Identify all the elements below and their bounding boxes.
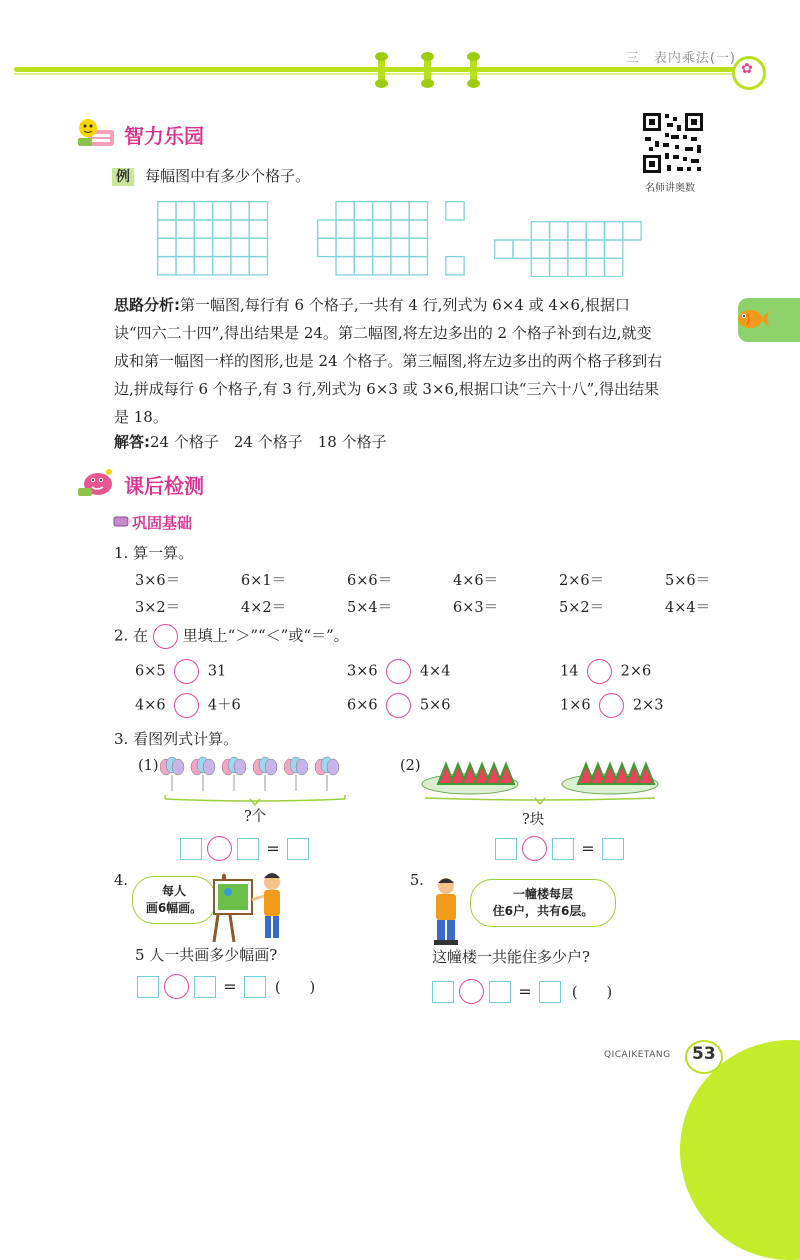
grid-cell bbox=[354, 220, 372, 238]
grid-cell bbox=[318, 238, 336, 256]
grid-cell bbox=[605, 258, 623, 276]
grid-cell bbox=[531, 258, 549, 276]
homework-mascot-icon bbox=[76, 466, 116, 498]
grid-cell bbox=[605, 222, 623, 240]
grid-cell bbox=[213, 220, 231, 238]
section-title-kehou: 课后检测 bbox=[124, 474, 204, 498]
q3-label: 3. 看图列式计算。 bbox=[114, 730, 239, 748]
answer-box[interactable] bbox=[244, 976, 266, 998]
grid-cell bbox=[249, 220, 267, 238]
grid-cell bbox=[354, 257, 372, 275]
answer-box[interactable] bbox=[495, 838, 517, 860]
compare-item: 6×5 31 bbox=[135, 659, 226, 684]
answer-box[interactable] bbox=[237, 838, 259, 860]
grid-cell bbox=[194, 202, 212, 220]
grid-cell bbox=[231, 220, 249, 238]
grid-cell bbox=[446, 257, 464, 275]
grid-cell bbox=[373, 238, 391, 256]
grid-cell bbox=[373, 220, 391, 238]
grid-cell bbox=[409, 202, 427, 220]
watermelon-slice-icon bbox=[498, 764, 514, 784]
operator-circle[interactable] bbox=[164, 974, 189, 999]
answer-box[interactable] bbox=[552, 838, 574, 860]
compare-circle-input[interactable] bbox=[174, 659, 199, 684]
grid-cell bbox=[550, 240, 568, 258]
equals-sign: = bbox=[223, 977, 237, 996]
grid-cell bbox=[336, 220, 354, 238]
example-tag: 例 bbox=[112, 168, 134, 186]
answer-box[interactable] bbox=[489, 981, 511, 1003]
grid-cell bbox=[391, 238, 409, 256]
grid-cell bbox=[623, 222, 641, 240]
answer-box[interactable] bbox=[137, 976, 159, 998]
puzzle-mascot-icon bbox=[76, 116, 116, 148]
grid-cell bbox=[409, 257, 427, 275]
compare-circle-input[interactable] bbox=[386, 659, 411, 684]
qr-caption: 名师讲奥数 bbox=[645, 183, 695, 194]
compare-circle-input[interactable] bbox=[174, 693, 199, 718]
grid-cell bbox=[176, 202, 194, 220]
watermelon-plates-icon bbox=[420, 752, 660, 808]
grid-cell bbox=[194, 257, 212, 275]
grid-cell bbox=[318, 220, 336, 238]
answer-box[interactable] bbox=[602, 838, 624, 860]
analysis-line-1: 思路分析:第一幅图,每行有 6 个格子,一共有 4 行,列式为 6×4 或 4×6,根据口 bbox=[114, 296, 630, 314]
calc-item: 5×4＝ bbox=[347, 600, 393, 616]
balloon-icon bbox=[296, 759, 308, 775]
grid-cell bbox=[550, 258, 568, 276]
grid-cell bbox=[231, 238, 249, 256]
mascot-ring-icon: ✿ bbox=[732, 56, 766, 90]
grid-cell bbox=[568, 222, 586, 240]
calc-item: 6×6＝ bbox=[347, 573, 393, 589]
q2-label: 2. 在 里填上“＞”“＜”或“＝”。 bbox=[114, 624, 349, 649]
grid-cell bbox=[586, 240, 604, 258]
grid-cell bbox=[158, 220, 176, 238]
grid-cell bbox=[249, 238, 267, 256]
balloon-icon bbox=[172, 759, 184, 775]
q3-part2-num: (2) bbox=[400, 758, 421, 774]
grid-cell bbox=[391, 220, 409, 238]
calc-item: 3×2＝ bbox=[135, 600, 181, 616]
painter-icon bbox=[210, 868, 290, 944]
balloon-icon bbox=[234, 759, 246, 775]
analysis-block bbox=[114, 291, 734, 319]
balloon-icon bbox=[265, 759, 277, 775]
analysis-line-4: 边,拼成每行 6 个格子,有 3 行,列式为 6×3 或 3×6,根据口诀“三六十八”,得出结果 bbox=[114, 380, 659, 398]
grid-cell bbox=[231, 257, 249, 275]
example-text: 每幅图中有多少个格子。 bbox=[145, 167, 311, 185]
qr-code-icon[interactable] bbox=[641, 111, 705, 175]
answer-box[interactable] bbox=[194, 976, 216, 998]
grid-cell bbox=[391, 202, 409, 220]
compare-circle-input[interactable] bbox=[599, 693, 624, 718]
answer-label: 解答: bbox=[114, 433, 150, 451]
q3-part2-equation bbox=[495, 836, 624, 861]
grid-cell bbox=[354, 202, 372, 220]
balloon-icon bbox=[203, 759, 215, 775]
grid-cell bbox=[336, 202, 354, 220]
q4-equation bbox=[137, 974, 315, 999]
grid-cell bbox=[568, 240, 586, 258]
grid-cell bbox=[231, 202, 249, 220]
unit-blank[interactable]: ( ) bbox=[571, 985, 613, 1001]
grid-cell bbox=[446, 202, 464, 220]
analysis-label: 思路分析: bbox=[114, 296, 180, 314]
grid-cell bbox=[176, 238, 194, 256]
answer-text: 24 个格子 24 个格子 18 个格子 bbox=[150, 433, 387, 451]
q3-part1-equation bbox=[180, 836, 309, 861]
q5-equation bbox=[432, 979, 612, 1004]
page-number: 53 bbox=[692, 1044, 716, 1064]
grid-cell bbox=[213, 238, 231, 256]
grid-cell bbox=[176, 220, 194, 238]
grid-cell bbox=[213, 202, 231, 220]
operator-circle[interactable] bbox=[459, 979, 484, 1004]
balloons-icon bbox=[160, 755, 350, 807]
calc-item: 4×6＝ bbox=[453, 573, 499, 589]
compare-circle-input[interactable] bbox=[587, 659, 612, 684]
calc-item: 4×2＝ bbox=[241, 600, 287, 616]
grid-figure-2 bbox=[317, 201, 467, 276]
analysis-line-5: 是 18。 bbox=[114, 408, 168, 426]
equals-sign: = bbox=[581, 839, 595, 858]
calc-item: 2×6＝ bbox=[559, 573, 605, 589]
pencil-icon bbox=[112, 514, 132, 528]
grid-cell bbox=[391, 257, 409, 275]
grid-cell bbox=[249, 202, 267, 220]
operator-circle[interactable] bbox=[522, 836, 547, 861]
grid-cell bbox=[531, 240, 549, 258]
equals-sign: = bbox=[518, 982, 532, 1001]
equals-sign: = bbox=[266, 839, 280, 858]
q3-part1-num: (1) bbox=[138, 758, 159, 774]
grid-cell bbox=[176, 257, 194, 275]
grid-cell bbox=[354, 238, 372, 256]
calc-item: 4×4＝ bbox=[665, 600, 711, 616]
grid-cell bbox=[194, 220, 212, 238]
binder-pin bbox=[378, 55, 385, 85]
answer-box[interactable] bbox=[432, 981, 454, 1003]
fish-icon bbox=[735, 305, 769, 333]
answer-box[interactable] bbox=[287, 838, 309, 860]
footer-brand: QICAIKETANG bbox=[604, 1050, 671, 1060]
q5-speech-bubble: 一幢楼每层 住6户，共有6层。 bbox=[470, 879, 616, 927]
balloon-icon bbox=[327, 759, 339, 775]
grid-cell bbox=[409, 238, 427, 256]
grid-cell bbox=[158, 238, 176, 256]
grid-cell bbox=[336, 257, 354, 275]
calc-item: 3×6＝ bbox=[135, 573, 181, 589]
calc-item: 5×6＝ bbox=[665, 573, 711, 589]
grid-cell bbox=[586, 258, 604, 276]
subsection-title: 巩固基础 bbox=[132, 514, 193, 532]
grid-cell bbox=[373, 257, 391, 275]
q5-question: 这幢楼一共能住多少户? bbox=[432, 948, 591, 966]
unit-blank[interactable]: ( ) bbox=[274, 980, 316, 996]
q1-label: 1. 算一算。 bbox=[114, 544, 194, 562]
binder-pin bbox=[424, 55, 431, 85]
grid-cell bbox=[586, 222, 604, 240]
q4-question: 5 人一共画多少幅画? bbox=[135, 946, 278, 964]
grid-cell bbox=[194, 238, 212, 256]
compare-item: 14 2×6 bbox=[560, 659, 651, 684]
analysis-line-2: 诀“四六二十四”,得出结果是 24。第二幅图,将左边多出的 2 个格子补到右边,就变 bbox=[114, 324, 652, 342]
compare-item: 3×6 4×4 bbox=[347, 659, 450, 684]
grid-cell bbox=[513, 240, 531, 258]
binder-pin bbox=[470, 55, 477, 85]
analysis-line-3: 成和第一幅图一样的图形,也是 24 个格子。第三幅图,将左边多出的两个格子移到右 bbox=[114, 352, 663, 370]
grid-cell bbox=[158, 202, 176, 220]
calc-item: 6×1＝ bbox=[241, 573, 287, 589]
grid-cell bbox=[336, 238, 354, 256]
calc-item: 5×2＝ bbox=[559, 600, 605, 616]
grid-cell bbox=[249, 257, 267, 275]
answer-circle-icon bbox=[153, 624, 178, 649]
example-line bbox=[112, 165, 310, 186]
grid-figure-3 bbox=[494, 221, 642, 277]
operator-circle[interactable] bbox=[207, 836, 232, 861]
grid-cell bbox=[531, 222, 549, 240]
q4-num: 4. bbox=[114, 873, 128, 889]
compare-item: 1×6 2×3 bbox=[560, 693, 663, 718]
grid-cell bbox=[568, 258, 586, 276]
q5-num: 5. bbox=[410, 873, 424, 889]
answer-box[interactable] bbox=[180, 838, 202, 860]
answer-line bbox=[114, 428, 387, 456]
grid-cell bbox=[213, 257, 231, 275]
grid-cell bbox=[495, 240, 513, 258]
section-title-zhili: 智力乐园 bbox=[124, 124, 204, 148]
chapter-title: 三 表内乘法(一) bbox=[625, 51, 736, 66]
q3-part1-caption: ?个 bbox=[244, 809, 267, 825]
q3-part2-caption: ?块 bbox=[522, 812, 545, 828]
compare-item: 4×6 4＋6 bbox=[135, 693, 241, 718]
compare-circle-input[interactable] bbox=[386, 693, 411, 718]
answer-box[interactable] bbox=[539, 981, 561, 1003]
grid-cell bbox=[158, 257, 176, 275]
boy-icon bbox=[426, 876, 466, 948]
grid-figure-1 bbox=[157, 201, 269, 276]
grid-cell bbox=[373, 202, 391, 220]
compare-item: 6×6 5×6 bbox=[347, 693, 450, 718]
grid-cell bbox=[550, 222, 568, 240]
q4-speech-bubble: 每人 画6幅画。 bbox=[132, 876, 216, 924]
calc-item: 6×3＝ bbox=[453, 600, 499, 616]
watermelon-slice-icon bbox=[638, 764, 654, 784]
grid-cell bbox=[605, 240, 623, 258]
grid-cell bbox=[409, 220, 427, 238]
